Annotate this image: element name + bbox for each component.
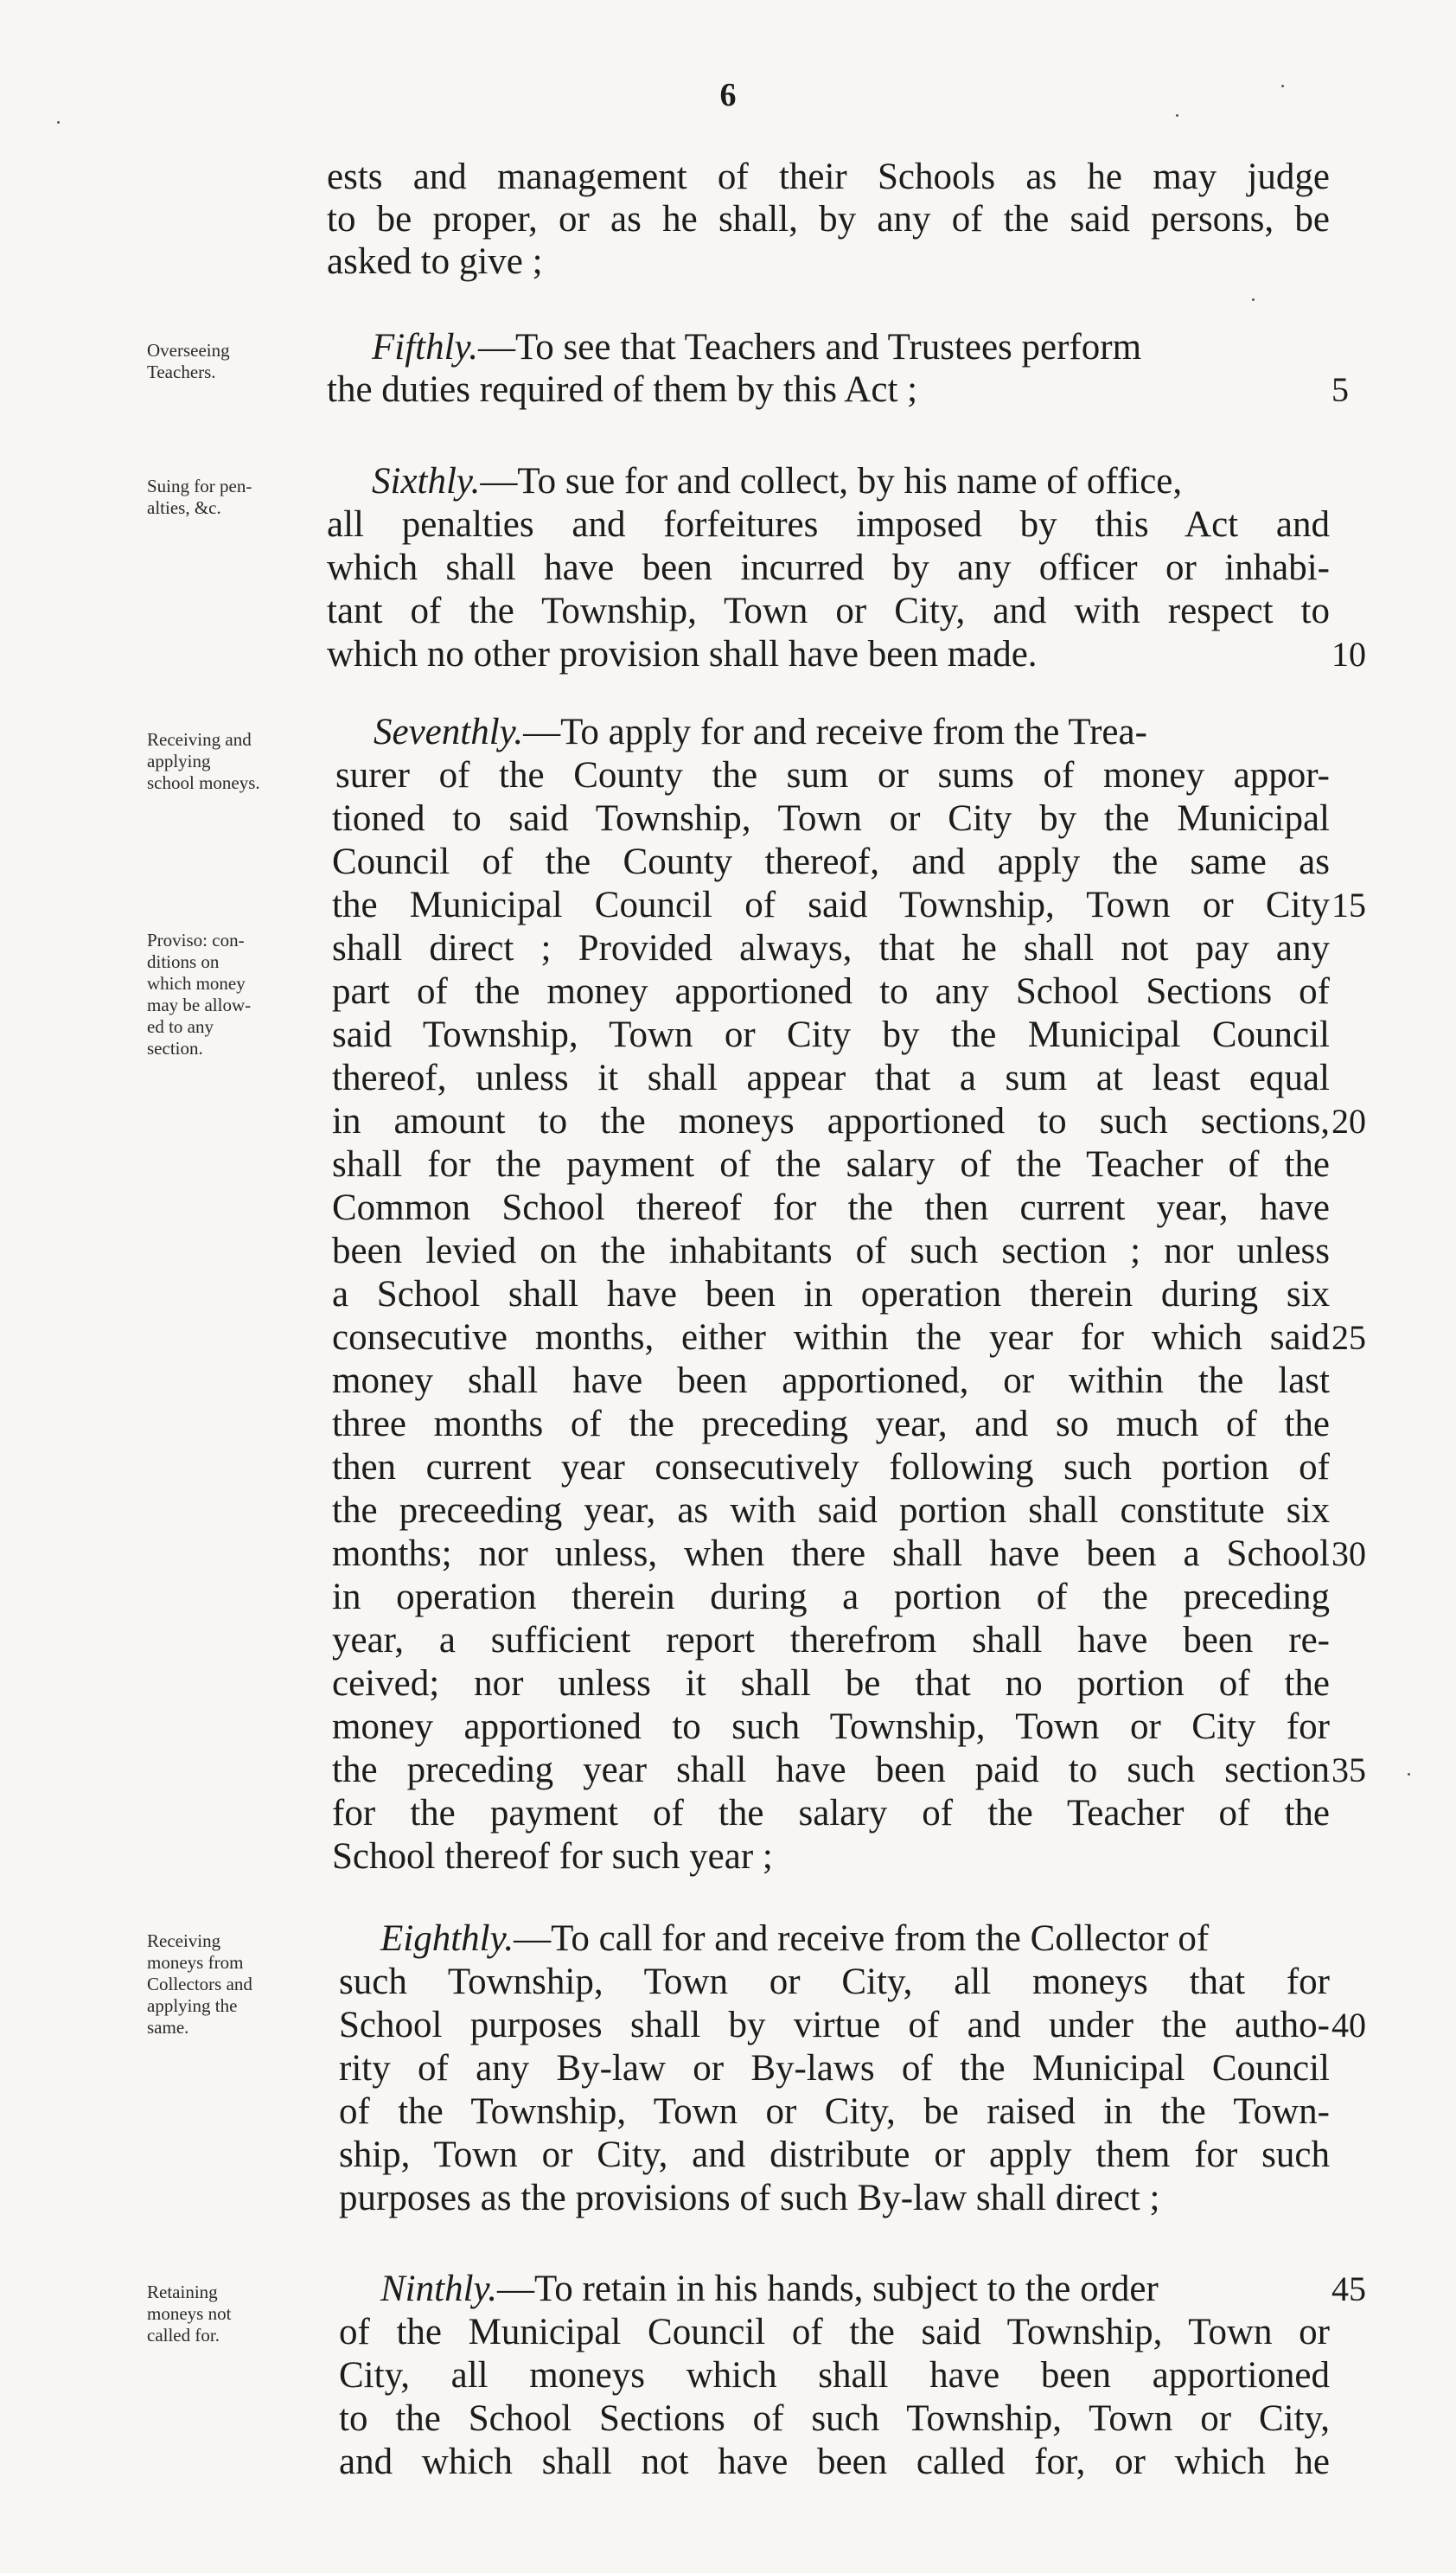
print-speck <box>57 121 60 124</box>
line-number: 40 <box>1331 2006 1366 2045</box>
line-number: 25 <box>1331 1318 1366 1357</box>
margin-note-line: school moneys. <box>147 772 260 793</box>
text-line: months; nor unless, when there shall have been a School <box>332 1533 1330 1574</box>
margin-note-receiving-moneys-from-collectors <box>147 1930 324 2039</box>
line-number: 35 <box>1331 1751 1366 1789</box>
print-speck <box>1281 85 1284 87</box>
print-speck <box>1408 1773 1410 1776</box>
text-line: ceived; nor unless it shall be that no portion of the <box>332 1663 1330 1704</box>
line-number: 20 <box>1331 1102 1366 1141</box>
text-line: School purposes shall by virtue of and under the autho- <box>339 2005 1330 2045</box>
margin-note-line: called for. <box>147 2325 220 2346</box>
margin-note-suing-for-penalties <box>147 476 324 519</box>
line-number: 15 <box>1331 886 1366 925</box>
margin-note-line: applying the <box>147 1995 238 2016</box>
margin-note-line: may be allow- <box>147 995 252 1015</box>
text-line: surer of the County the sum or sums of money appor- <box>335 755 1330 796</box>
text-line: purposes as the provisions of such By-law shall direct ; <box>339 2178 1160 2218</box>
line-number: 30 <box>1331 1534 1366 1573</box>
text-line: which shall have been incurred by any officer or inhabi- <box>327 547 1330 588</box>
text-line: shall for the payment of the salary of the Teacher of the <box>332 1144 1330 1185</box>
text-line: consecutive months, either within the year for which said <box>332 1317 1330 1358</box>
line-number: 5 <box>1331 370 1349 409</box>
text-line: part of the money apportioned to any School Sections of <box>332 971 1330 1012</box>
text-line-lead <box>372 326 1330 369</box>
text-line: ship, Town or City, and distribute or apply them for such <box>339 2135 1330 2175</box>
print-speck <box>1176 114 1178 117</box>
paragraph-lead: Sixthly. <box>372 461 481 502</box>
text-line: then current year consecutively following such portion of <box>332 1447 1330 1488</box>
paragraph-lead: Seventhly. <box>374 712 524 752</box>
margin-note-line: section. <box>147 1038 203 1059</box>
line-number: 45 <box>1331 2269 1366 2308</box>
margin-note-line: Proviso: con- <box>147 930 245 950</box>
text-line: in amount to the moneys apportioned to such sections, <box>332 1101 1330 1142</box>
text-line: shall direct ; Provided always, that he shall not pay any <box>332 928 1330 969</box>
text-line: and which shall not have been called for, or which he <box>339 2442 1330 2482</box>
text-line: in operation therein during a portion of the preceding <box>332 1577 1330 1617</box>
margin-note-line: ditions on <box>147 951 220 972</box>
text-span: —To sue for and collect, by his name of office, <box>480 461 1183 502</box>
margin-note-line: Overseeing <box>147 340 230 361</box>
text-line-lead <box>372 460 1330 503</box>
text-line: Council of the County thereof, and apply the same as <box>332 842 1330 882</box>
text-line: for the payment of the salary of the Teacher of the <box>332 1793 1330 1834</box>
margin-note-line: ed to any <box>147 1016 214 1037</box>
text-line: City, all moneys which shall have been apportioned <box>339 2355 1330 2396</box>
text-line: ests and management of their Schools as he may judge <box>327 157 1330 197</box>
text-line: asked to give ; <box>327 241 543 282</box>
paragraph-lead: Eighthly. <box>380 1918 514 1959</box>
text-line: all penalties and forfeitures imposed by this Act and <box>327 504 1330 545</box>
text-line: of the Township, Town or City, be raised in the Town- <box>339 2091 1330 2132</box>
print-speck <box>1252 298 1255 301</box>
text-line: a School shall have been in operation therein during six <box>332 1274 1330 1315</box>
text-line: thereof, unless it shall appear that a sum at least equal <box>332 1058 1330 1098</box>
text-line: such Township, Town or City, all moneys that for <box>339 1962 1330 2002</box>
text-line: Common School thereof for the then current year, have <box>332 1187 1330 1228</box>
text-line: of the Municipal Council of the said Township, Town or <box>339 2312 1330 2352</box>
text-line: to be proper, or as he shall, by any of the said persons, be <box>327 199 1330 240</box>
text-line: the Municipal Council of said Township, Town or City <box>332 885 1330 925</box>
margin-note-line: Suing for pen- <box>147 476 252 496</box>
margin-note-line: Teachers. <box>147 362 216 382</box>
text-span: —To call for and receive from the Collector of <box>514 1918 1210 1959</box>
text-line: tioned to said Township, Town or City by the Municipal <box>332 798 1330 839</box>
margin-note-line: which money <box>147 973 246 994</box>
paragraph-lead: Ninthly. <box>380 2269 497 2309</box>
margin-note-line: same. <box>147 2017 189 2038</box>
line-number: 10 <box>1331 635 1366 674</box>
text-line: said Township, Town or City by the Municipal Council <box>332 1014 1330 1055</box>
text-line: which no other provision shall have been made. <box>327 634 1038 675</box>
text-line: money apportioned to such Township, Town or City for <box>332 1706 1330 1747</box>
page-number: 6 <box>719 77 737 113</box>
margin-note-receiving-school-moneys <box>147 729 324 794</box>
margin-note-retaining-moneys <box>147 2282 324 2346</box>
text-line: three months of the preceding year, and so much of the <box>332 1404 1330 1444</box>
paragraph-lead: Fifthly. <box>372 327 479 368</box>
margin-note-overseeing-teachers <box>147 340 324 383</box>
text-line: to the School Sections of such Township, Town or City, <box>339 2398 1330 2439</box>
margin-note-line: Receiving <box>147 1930 221 1951</box>
margin-note-line: Collectors and <box>147 1974 252 1994</box>
text-line: money shall have been apportioned, or within the last <box>332 1360 1330 1401</box>
text-line: tant of the Township, Town or City, and with respect to <box>327 591 1330 631</box>
margin-note-line: alties, &c. <box>147 497 221 518</box>
text-line: School thereof for such year ; <box>332 1836 773 1877</box>
text-line: the preceding year shall have been paid to such section <box>332 1750 1330 1790</box>
margin-note-line: Retaining <box>147 2282 218 2302</box>
text-line: the preceeding year, as with said portion shall constitute six <box>332 1490 1330 1531</box>
text-line: rity of any By-law or By-laws of the Municipal Council <box>339 2048 1330 2089</box>
text-line-lead <box>380 2268 1330 2311</box>
margin-note-line: applying <box>147 751 211 771</box>
text-line-lead <box>374 711 1330 754</box>
text-line-lead <box>380 1917 1330 1961</box>
text-span: —To retain in his hands, subject to the order <box>496 2269 1159 2309</box>
text-line: the duties required of them by this Act ; <box>327 369 918 410</box>
margin-note-line: moneys not <box>147 2303 232 2324</box>
text-line: been levied on the inhabitants of such section ; nor unless <box>332 1231 1330 1271</box>
margin-note-line: moneys from <box>147 1952 244 1973</box>
text-line: year, a sufficient report therefrom shall have been re- <box>332 1620 1330 1661</box>
margin-note-proviso <box>147 930 324 1059</box>
text-span: —To apply for and receive from the Trea- <box>523 712 1147 752</box>
text-span: —To see that Teachers and Trustees perform <box>478 327 1142 368</box>
margin-note-line: Receiving and <box>147 729 252 750</box>
